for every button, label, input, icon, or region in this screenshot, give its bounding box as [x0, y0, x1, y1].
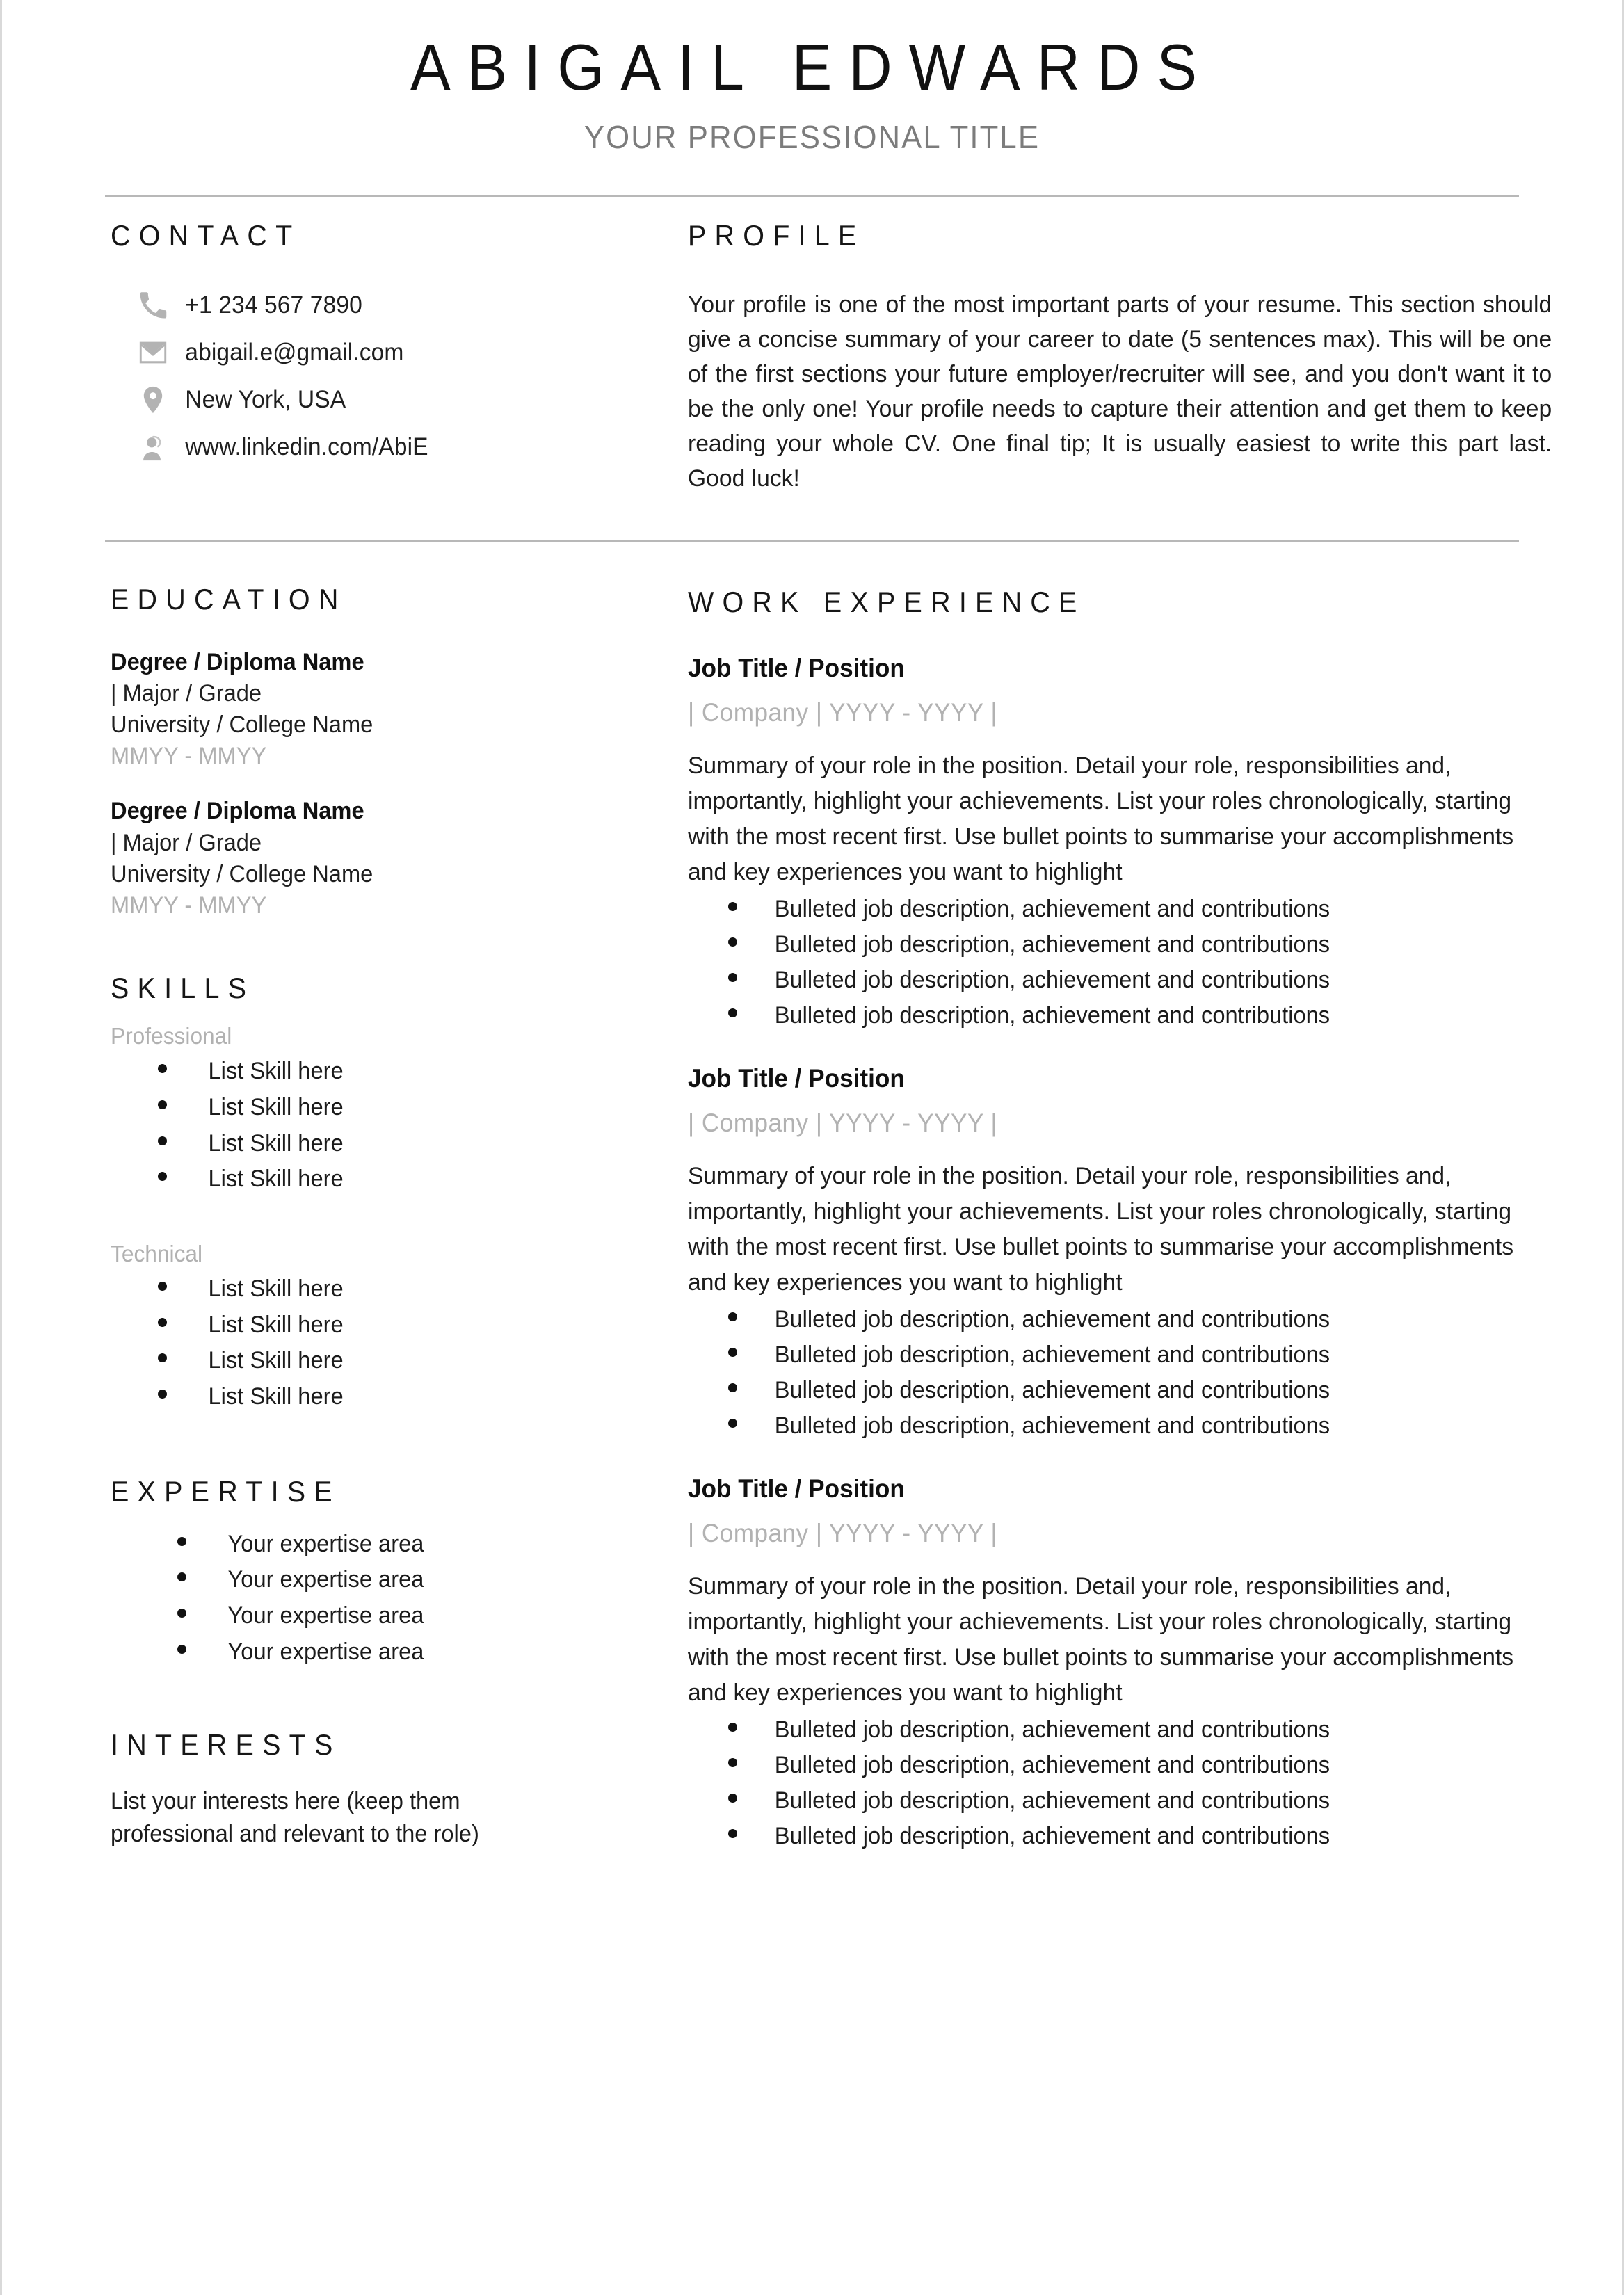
skill-label: List Skill here: [208, 1347, 344, 1374]
job-bullet: Bulleted job description, achievement and contributions: [774, 1716, 1330, 1744]
profile-column: [611, 197, 1552, 496]
job-summary: Summary of your role in the position. Detail your role, responsibilities and, importantly, highlight your achievements. List your roles chronologically, starting with the most recent first. Use bullet points to summarise your accomplishments and key experiences you want to highlight: [688, 1572, 1514, 1707]
profile-body: Your profile is one of the most important parts of your resume. This section should give a concise summary of your career to date (5 sentences max). This will be one of the first sections your future employer/recruiter will see, and you don't want it to be the only one! Your profile needs to capture their attention and get them to keep reading your whole CV. One final tip; It is usually easiest to write this part last. Good luck!: [688, 291, 1552, 492]
list-item: [688, 1712, 1552, 1748]
bullet-dot-icon: [728, 1723, 737, 1732]
contact-item-email[interactable]: [111, 329, 611, 376]
job-title: Job Title / Position: [688, 1063, 905, 1093]
contact-column: [111, 197, 611, 496]
job-title: Job Title / Position: [688, 1474, 905, 1503]
education-dates: MMYY - MMYY: [111, 892, 267, 919]
job-bullet: Bulleted job description, achievement and contributions: [774, 1341, 1330, 1368]
bullet-dot-icon: [158, 1282, 167, 1291]
expertise-label: Your expertise area: [227, 1602, 424, 1629]
work-experience-heading: WORK EXPERIENCE: [688, 585, 1086, 618]
contact-list: [111, 282, 611, 471]
list-item: [688, 1783, 1552, 1819]
bullet-dot-icon: [728, 1348, 737, 1357]
expertise-list: [111, 1527, 611, 1670]
profile-heading: PROFILE: [688, 218, 865, 252]
job-company-dates: | Company | YYYY - YYYY |: [688, 1108, 998, 1137]
candidate-name: ABIGAIL EDWARDS: [410, 31, 1214, 104]
education-heading: EDUCATION: [111, 582, 347, 615]
contact-item-phone[interactable]: [111, 282, 611, 329]
bullet-dot-icon: [158, 1064, 167, 1073]
bullet-dot-icon: [177, 1572, 186, 1581]
list-item: [111, 1634, 611, 1670]
job-bullet: Bulleted job description, achievement and contributions: [774, 1787, 1330, 1814]
bullet-dot-icon: [158, 1390, 167, 1399]
job-bullet: Bulleted job description, achievement and contributions: [774, 931, 1330, 958]
list-item: [111, 1161, 611, 1198]
list-item: [111, 1562, 611, 1598]
bullet-dot-icon: [728, 1312, 737, 1321]
job-bullet: Bulleted job description, achievement and contributions: [774, 1823, 1330, 1850]
list-item: [111, 1307, 611, 1344]
contact-linkedin-value: www.linkedin.com/AbiE: [185, 433, 428, 460]
bullet-dot-icon: [728, 1794, 737, 1803]
contact-item-linkedin[interactable]: [111, 424, 611, 471]
skill-label: List Skill here: [208, 1058, 344, 1085]
skill-label: List Skill here: [208, 1275, 344, 1303]
list-item: [111, 1090, 611, 1126]
list-item: [111, 1598, 611, 1634]
map-pin-icon: [133, 385, 173, 415]
list-item: [688, 892, 1552, 927]
work-column: [611, 542, 1552, 1855]
job-entry: [688, 654, 1552, 1033]
list-item: [688, 998, 1552, 1033]
phone-icon: [133, 290, 173, 321]
education-dates: MMYY - MMYY: [111, 743, 267, 770]
expertise-label: Your expertise area: [227, 1566, 424, 1593]
job-bullet: Bulleted job description, achievement and contributions: [774, 895, 1330, 922]
bullet-dot-icon: [728, 1758, 737, 1767]
expertise-label: Your expertise area: [227, 1638, 424, 1665]
job-summary: Summary of your role in the position. Detail your role, responsibilities and, importantly, highlight your achievements. List your roles chronologically, starting with the most recent first. Use bullet points to summarise your accomplishments and key experiences you want to highlight: [688, 752, 1514, 885]
bullet-dot-icon: [158, 1136, 167, 1145]
list-item: [688, 1373, 1552, 1408]
education-item: [111, 647, 611, 773]
profile-section: [688, 197, 1552, 496]
skill-label: List Skill here: [208, 1094, 344, 1121]
job-title: Job Title / Position: [688, 653, 905, 682]
list-item: [111, 1054, 611, 1090]
interests-body: List your interests here (keep them professional and relevant to the role): [111, 1788, 479, 1848]
expertise-section: [111, 1415, 611, 1670]
contact-location-value: New York, USA: [185, 385, 346, 413]
resume-header: [2, 0, 1622, 156]
contact-heading: CONTACT: [111, 218, 301, 252]
bullet-dot-icon: [158, 1353, 167, 1362]
job-bullet-list: [688, 1302, 1552, 1444]
list-item: [111, 1379, 611, 1415]
contact-phone-value: +1 234 567 7890: [185, 291, 362, 319]
job-bullet: Bulleted job description, achievement and contributions: [774, 1001, 1330, 1029]
envelope-icon: [133, 337, 173, 369]
education-institution: University / College Name: [111, 711, 373, 739]
job-entry: [688, 1474, 1552, 1854]
job-bullet: Bulleted job description, achievement and contributions: [774, 966, 1330, 993]
list-item: [688, 927, 1552, 963]
education-section: [111, 542, 611, 922]
skills-heading: SKILLS: [111, 972, 255, 1005]
job-company-dates: | Company | YYYY - YYYY |: [688, 1518, 998, 1547]
job-company-dates: | Company | YYYY - YYYY |: [688, 698, 998, 727]
list-item: [688, 963, 1552, 998]
main-columns: [2, 542, 1622, 1855]
skill-label: List Skill here: [208, 1311, 344, 1338]
bullet-dot-icon: [177, 1645, 186, 1654]
bullet-dot-icon: [728, 1383, 737, 1392]
expertise-heading: EXPERTISE: [111, 1474, 341, 1508]
job-bullet: Bulleted job description, achievement and contributions: [774, 1412, 1330, 1439]
job-bullet-list: [688, 892, 1552, 1033]
education-item: [111, 796, 611, 921]
list-item: [111, 1271, 611, 1307]
list-item: [688, 1337, 1552, 1373]
bullet-dot-icon: [728, 1008, 737, 1017]
bullet-dot-icon: [728, 937, 737, 947]
skill-label: List Skill here: [208, 1129, 344, 1157]
skills-group-label: Professional: [111, 1023, 232, 1049]
contact-item-location[interactable]: [111, 376, 611, 424]
interests-heading: INTERESTS: [111, 1728, 341, 1762]
bullet-dot-icon: [728, 1419, 737, 1428]
skills-professional-list: [111, 1054, 611, 1198]
education-institution: University / College Name: [111, 860, 373, 887]
contact-section: [111, 197, 611, 471]
list-item: [688, 1819, 1552, 1854]
interests-section: [111, 1670, 611, 1851]
bullet-dot-icon: [728, 1829, 737, 1838]
bullet-dot-icon: [177, 1609, 186, 1618]
education-major: | Major / Grade: [111, 679, 262, 707]
list-item: [688, 1302, 1552, 1337]
list-item: [688, 1408, 1552, 1444]
top-columns: [2, 197, 1622, 496]
professional-title: YOUR PROFESSIONAL TITLE: [584, 118, 1040, 155]
list-item: [111, 1527, 611, 1563]
job-bullet: Bulleted job description, achievement and contributions: [774, 1376, 1330, 1403]
skills-section: [111, 921, 611, 1415]
bullet-dot-icon: [158, 1172, 167, 1181]
list-item: [688, 1748, 1552, 1783]
education-degree: Degree / Diploma Name: [111, 798, 364, 825]
job-bullet-list: [688, 1712, 1552, 1854]
education-degree: Degree / Diploma Name: [111, 648, 364, 675]
list-item: [111, 1126, 611, 1162]
skill-label: List Skill here: [208, 1383, 344, 1410]
skills-technical-list: [111, 1271, 611, 1415]
person-profile-icon: [133, 432, 173, 462]
bullet-dot-icon: [158, 1318, 167, 1327]
bullet-dot-icon: [728, 973, 737, 982]
job-bullet: Bulleted job description, achievement and contributions: [774, 1752, 1330, 1779]
job-summary: Summary of your role in the position. Detail your role, responsibilities and, importantly, highlight your achievements. List your roles chronologically, starting with the most recent first. Use bullet points to summarise your accomplishments and key experiences you want to highlight: [688, 1162, 1514, 1296]
skills-group-label: Technical: [111, 1241, 203, 1267]
skill-label: List Skill here: [208, 1166, 344, 1193]
job-bullet: Bulleted job description, achievement and contributions: [774, 1305, 1330, 1332]
work-experience-section: [688, 542, 1552, 1855]
list-item: [111, 1343, 611, 1379]
bullet-dot-icon: [728, 902, 737, 911]
expertise-label: Your expertise area: [227, 1530, 424, 1557]
bullet-dot-icon: [158, 1100, 167, 1109]
education-major: | Major / Grade: [111, 829, 262, 856]
bullet-dot-icon: [177, 1537, 186, 1546]
contact-email-value: abigail.e@gmail.com: [185, 338, 404, 366]
sidebar-column: [111, 542, 611, 1855]
job-entry: [688, 1064, 1552, 1444]
